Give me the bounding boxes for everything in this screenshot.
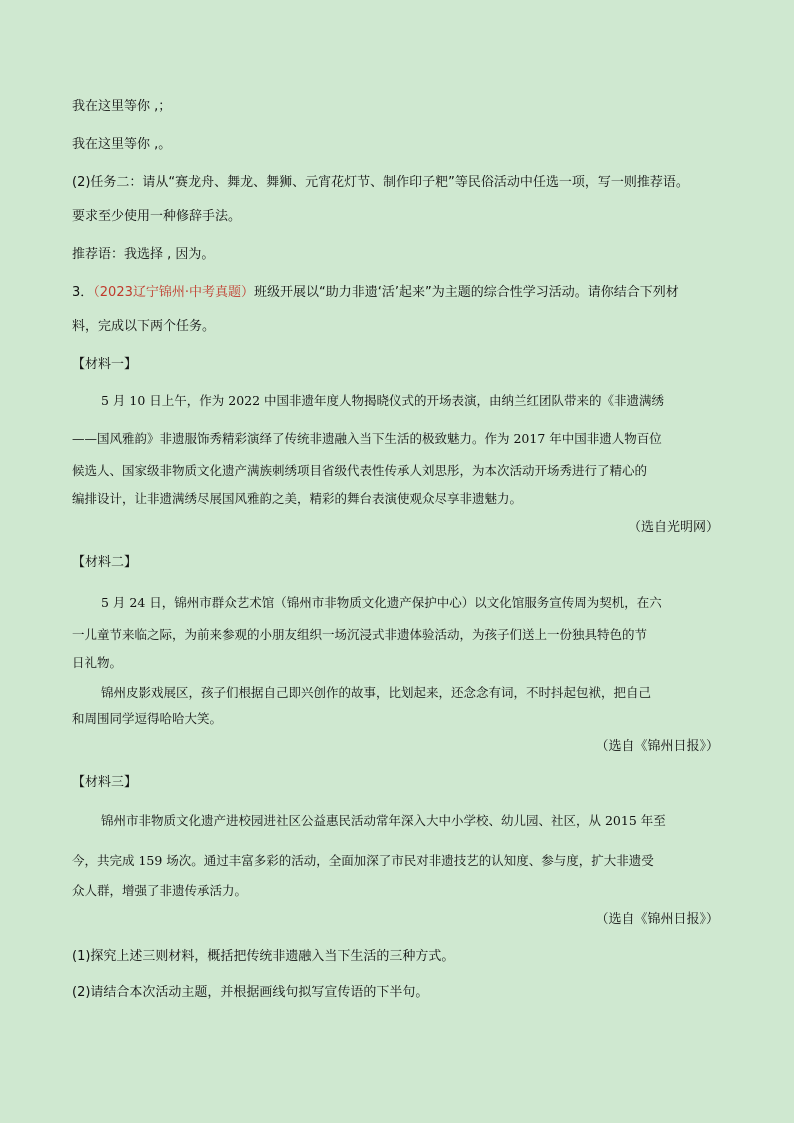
material1-line: 编排设计，让非遗满绣尽展国风雅韵之美，精彩的舞台表演使观众尽享非遗魅力。 <box>72 491 523 506</box>
material1-line: ——国风雅韵》非遗服饰秀精彩演绎了传统非遗融入当下生活的极致魅力。作为 2017 年中国非遗人物百位 <box>72 431 662 446</box>
question-3-text: 班级开展以“助力非遗‘活’起来”为主题的综合性学习活动。请你结合下列材 <box>254 285 679 300</box>
question-1: (1)探究上述三则材料，概括把传统非遗融入当下生活的三种方式。 <box>72 949 455 964</box>
blank-line-2: 我在这里等你 ,。 <box>72 137 172 152</box>
material2-line: 锦州皮影戏展区，孩子们根据自己即兴创作的故事，比划起来，还念念有词，不时抖起包袱，把自己 <box>101 685 652 700</box>
task2-requirement: 要求至少使用一种修辞手法。 <box>72 209 242 224</box>
material1-source: （选自光明网） <box>627 520 719 535</box>
material2-source: （选自《锦州日报》） <box>595 739 719 754</box>
material2-line: 日礼物。 <box>72 655 123 670</box>
material3-source: （选自《锦州日报》） <box>595 912 719 927</box>
material1-line: 5 月 10 日上午，作为 2022 中国非遗年度人物揭晓仪式的开场表演，由纳兰红团队带来的《非遗满绣 <box>101 393 665 408</box>
task2-prompt: (2)任务二：请从“赛龙舟、舞龙、舞狮、元宵花灯节、制作印子粑”等民俗活动中任选一项，写一则推荐语。 <box>72 175 689 190</box>
task2-answer-template: 推荐语：我选择 , 因为。 <box>72 247 215 262</box>
material3-line: 众人群，增强了非遗传承活力。 <box>72 883 248 898</box>
question-2: (2)请结合本次活动主题，并根据画线句拟写宣传语的下半句。 <box>72 985 429 1000</box>
material2-line: 一儿童节来临之际，为前来参观的小朋友组织一场沉浸式非遗体验活动，为孩子们送上一份独具特色的节 <box>72 627 648 642</box>
exam-source: （2023辽宁锦州·中考真题） <box>93 285 254 300</box>
material3-line: 今，共完成 159 场次。通过丰富多彩的活动，全面加深了市民对非遗技艺的认知度、参与度，扩大非遗受 <box>72 853 654 868</box>
material2-heading: 【材料二】 <box>72 555 138 570</box>
question-3-line1 <box>72 284 679 302</box>
material3-line: 锦州市非物质文化遗产进校园进社区公益惠民活动常年深入大中小学校、幼儿园、社区，从 2015 年至 <box>101 813 666 828</box>
material1-heading: 【材料一】 <box>72 357 138 372</box>
blank-line-1: 我在这里等你 ,； <box>72 99 172 114</box>
material2-line: 和周围同学逗得哈哈大笑。 <box>72 711 223 726</box>
question-number: 3． <box>72 285 94 300</box>
material3-heading: 【材料三】 <box>72 775 138 790</box>
material1-line: 候选人、国家级非物质文化遗产满族刺绣项目省级代表性传承人刘思彤，为本次活动开场秀进行了精心的 <box>72 463 648 478</box>
question-3-line2: 料，完成以下两个任务。 <box>72 319 216 334</box>
material2-line: 5 月 24 日，锦州市群众艺术馆（锦州市非物质文化遗产保护中心）以文化馆服务宣传周为契机，在六 <box>101 595 662 610</box>
